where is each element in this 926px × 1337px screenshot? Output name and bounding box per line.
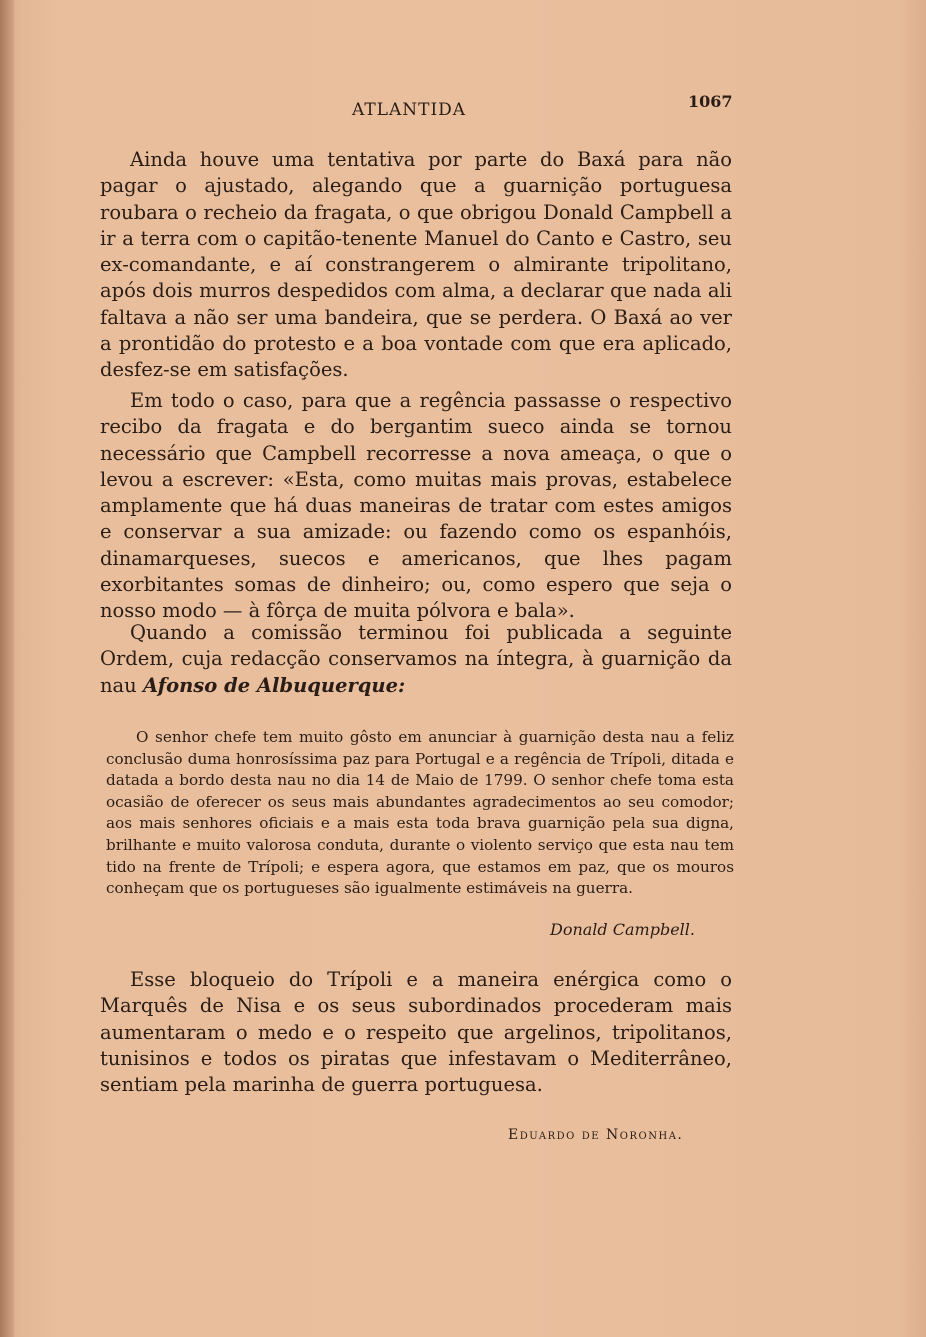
order-quote (106, 727, 734, 900)
page-number: 1067 (688, 92, 733, 111)
paragraph-2-text: Em todo o caso, para que a regência passasse o respectivo recibo da fragata e do bergantim sueco ainda se tornou necessário que Campbell recorresse a nova ameaça, o que o levou a escrever: «Esta, como muitas mais provas, estabelece amplamente que há duas maneiras de tratar com estes amigos e conservar a sua amizade: ou fazendo como os espanhóis, dinamarqueses, suecos e americanos, que lhes pagam exorbitantes somas de dinheiro; ou, como espero que seja o nosso modo — à fôrça de muita pólvora e bala». (100, 389, 732, 623)
paragraph-3 (100, 620, 732, 699)
running-header: ATLANTIDA (352, 100, 467, 120)
paragraph-3-body: Quando a comissão terminou foi publicada a seguinte Ordem, cuja redacção conservamos na íntegra, à guarnição da nau (100, 621, 732, 697)
paragraph-1-text: Ainda houve uma tentativa por parte do Baxá para não pagar o ajustado, alegando que a guarnição portuguesa roubara o recheio da fragata, o que obrigou Donald Campbell a ir a terra com o capitão-tenente Manuel do Canto e Castro, seu ex-comandante, e aí constrangerem o almirante tripolitano, após dois murros despedidos com alma, a declarar que nada ali faltava a não ser uma bandeira, que se perdera. O Baxá ao ver a prontidão do protesto e a boa vontade com que era aplicado, desfez-se em satisfações. (100, 148, 732, 382)
paragraph-3-text (100, 620, 732, 699)
ship-name: Afonso de Albuquerque: (142, 673, 406, 697)
paragraph-1 (100, 147, 732, 384)
paragraph-2 (100, 388, 732, 625)
paragraph-4 (100, 967, 732, 1098)
order-quote-text: O senhor chefe tem muito gôsto em anunciar à guarnição desta nau a feliz conclusão duma honrosíssima paz para Portugal e a regência de Trípoli, ditada e datada a bordo desta nau no dia 14 de Maio de 1799. O senhor chefe toma esta ocasião de oferecer os seus mais abundantes agradecimentos ao seu comodor; aos mais senhores oficiais e a mais esta toda brava guarnição pela sua digna, brilhante e muito valorosa conduta, durante o violento serviço que esta nau tem tido na frente de Trípoli; e espera agora, que estamos em paz, que os mouros conheçam que os portugueses são igualmente estimáveis na guerra. (106, 728, 734, 898)
binding-gutter (0, 0, 14, 1337)
author-signature: Eduardo de Noronha. (508, 1127, 684, 1143)
paragraph-4-text: Esse bloqueio do Trípoli e a maneira enérgica como o Marquês de Nisa e os seus subordinados procederam mais aumentaram o medo e o respeito que argelinos, tripolitanos, tunisinos e todos os piratas que infestavam o Mediterrâneo, sentiam pela marinha de guerra portuguesa. (100, 968, 732, 1097)
quote-signature: Donald Campbell. (550, 920, 695, 939)
